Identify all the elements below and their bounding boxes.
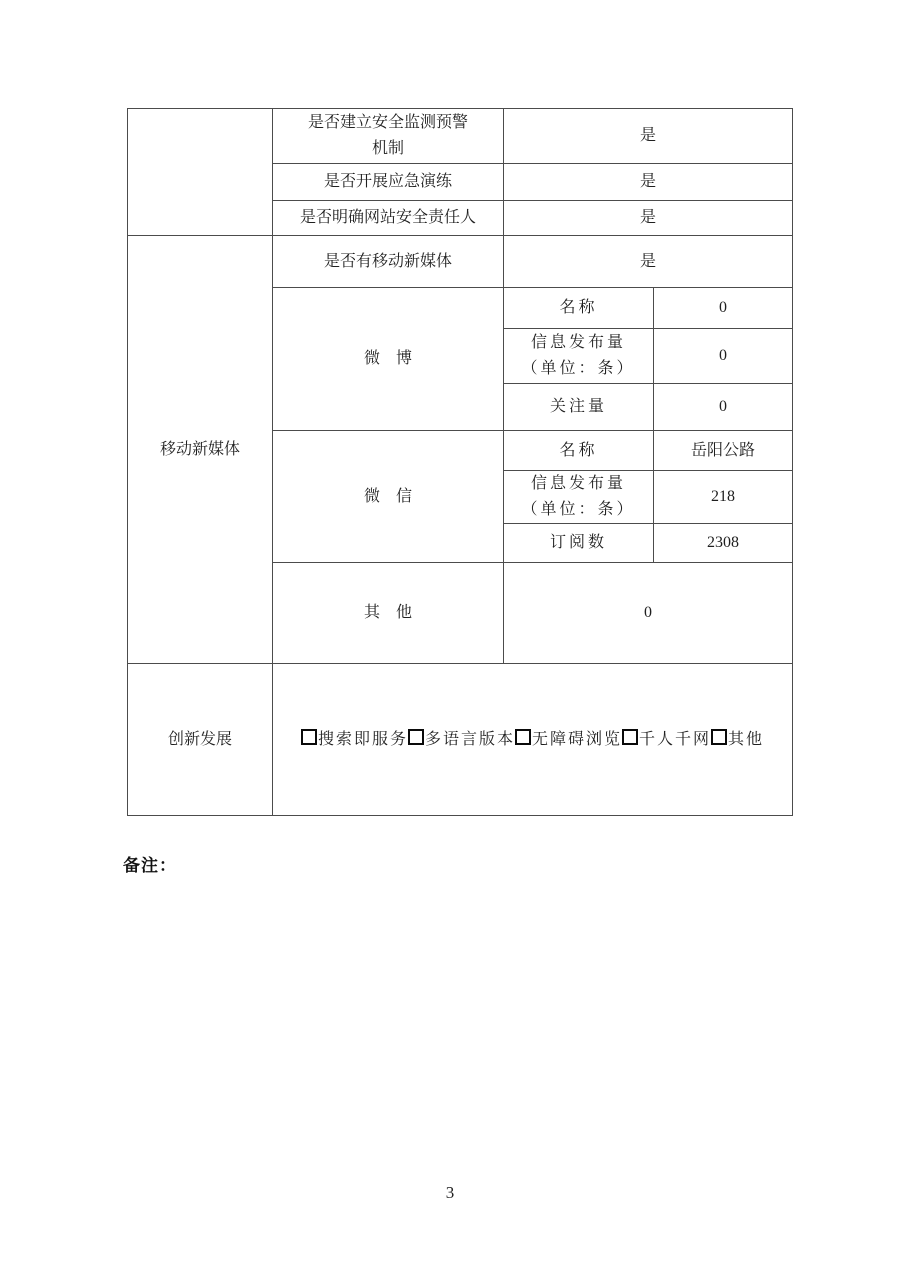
value-other-media: 0 — [504, 563, 793, 664]
innovation-option-label: 其他 — [728, 730, 765, 748]
label-weibo-posts: 信息发布量 （单位：条） — [504, 329, 654, 384]
checkbox-icon — [711, 729, 727, 745]
page-number: 3 — [445, 1183, 455, 1202]
label-has-mobile-media: 是否有移动新媒体 — [273, 236, 504, 288]
value-weibo-posts: 0 — [654, 329, 793, 384]
value-wechat-name: 岳阳公路 — [654, 431, 793, 471]
innovation-options-line — [301, 731, 764, 748]
value-security-monitoring: 是 — [504, 109, 793, 164]
innovation-option-label: 千人千网 — [639, 730, 712, 748]
label-weibo-followers: 关注量 — [504, 384, 654, 431]
checkbox-icon — [408, 729, 424, 745]
label-security-monitoring: 是否建立安全监测预警 机制 — [273, 109, 504, 164]
label-weibo: 微 博 — [273, 288, 504, 431]
label-emergency-drill: 是否开展应急演练 — [273, 164, 504, 201]
table-row — [128, 236, 793, 288]
checkbox-icon — [622, 729, 638, 745]
label-wechat-subscribers: 订阅数 — [504, 524, 654, 563]
value-has-mobile-media: 是 — [504, 236, 793, 288]
innovation-option — [622, 731, 711, 748]
annual-report-table — [127, 108, 793, 816]
value-security-responsible: 是 — [504, 201, 793, 236]
value-weibo-followers: 0 — [654, 384, 793, 431]
innovation-option-label: 多语言版本 — [424, 730, 515, 748]
label-wechat-name: 名称 — [504, 431, 654, 471]
innovation-option — [408, 731, 515, 748]
checkbox-icon — [515, 729, 531, 745]
innovation-option — [515, 731, 622, 748]
section-header-empty — [128, 109, 273, 236]
section-header-mobile-media: 移动新媒体 — [128, 236, 273, 664]
innovation-option-label: 搜索即服务 — [317, 730, 408, 748]
innovation-option — [301, 731, 408, 748]
value-emergency-drill: 是 — [504, 164, 793, 201]
innovation-option-label: 无障碍浏览 — [532, 730, 623, 748]
label-wechat: 微 信 — [273, 431, 504, 563]
label-wechat-posts: 信息发布量 （单位：条） — [504, 471, 654, 524]
value-wechat-subscribers: 2308 — [654, 524, 793, 563]
label-security-responsible: 是否明确网站安全责任人 — [273, 201, 504, 236]
table-row — [128, 664, 793, 816]
section-header-innovation: 创新发展 — [128, 664, 273, 816]
label-weibo-name: 名称 — [504, 288, 654, 329]
checkbox-icon — [301, 729, 317, 745]
notes-label: 备注： — [123, 856, 177, 875]
value-wechat-posts: 218 — [654, 471, 793, 524]
innovation-options-cell — [273, 664, 793, 816]
label-other-media: 其 他 — [273, 563, 504, 664]
innovation-option — [711, 731, 764, 748]
table-row — [128, 109, 793, 164]
value-weibo-name: 0 — [654, 288, 793, 329]
